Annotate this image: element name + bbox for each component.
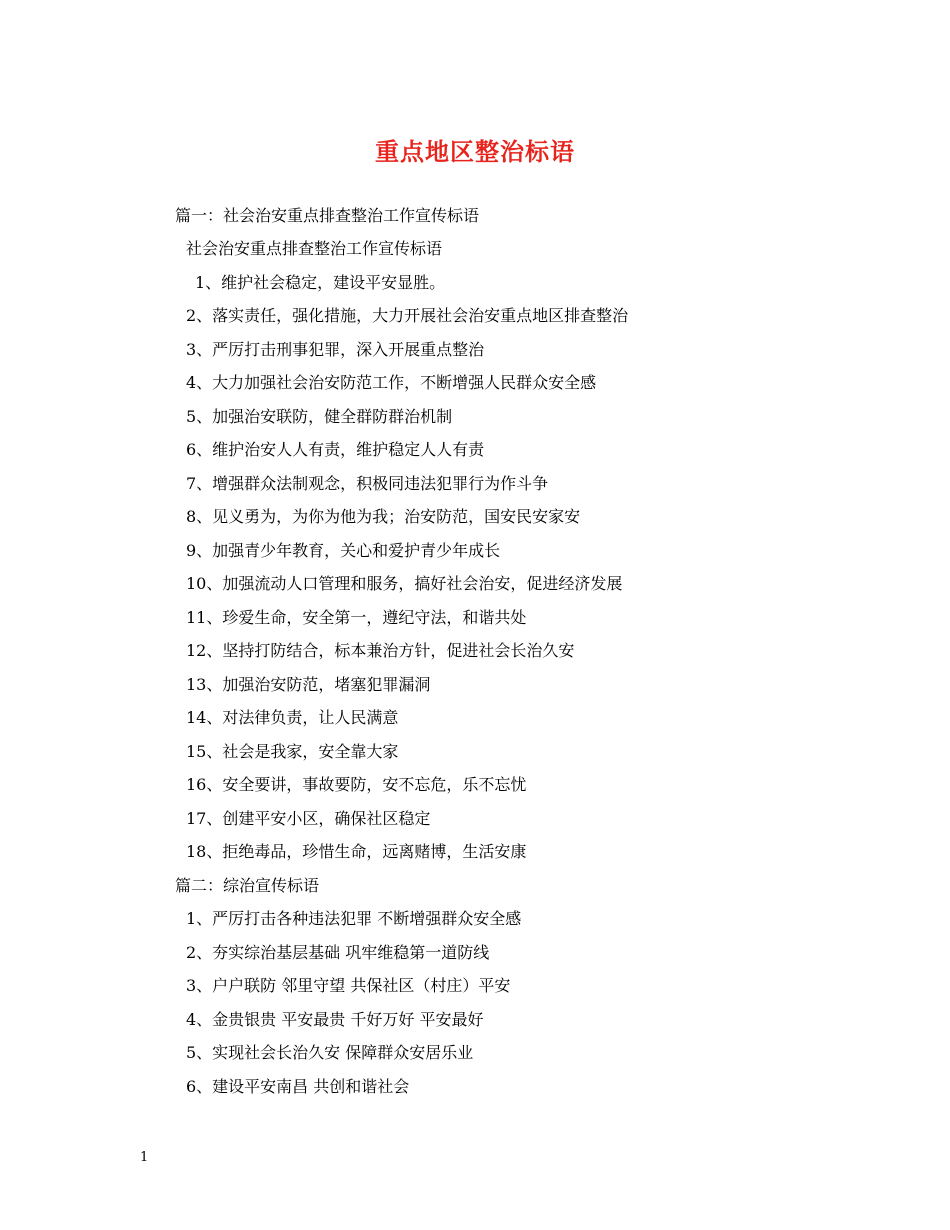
list-item: 11、珍爱生命，安全第一，遵纪守法，和谐共处 xyxy=(186,608,527,627)
list-item: 1、严厉打击各种违法犯罪 不断增强群众安全感 xyxy=(186,909,522,928)
list-item: 8、见义勇为，为你为他为我；治安防范，国安民安家安 xyxy=(186,507,581,526)
list-item: 5、加强治安联防，健全群防群治机制 xyxy=(186,407,453,426)
list-item: 5、实现社会长治久安 保障群众安居乐业 xyxy=(186,1043,474,1062)
list-item: 18、拒绝毒品，珍惜生命，远离赌博，生活安康 xyxy=(186,842,527,861)
section1-heading: 篇一：社会治安重点排查整治工作宣传标语 xyxy=(175,206,480,225)
list-item: 12、坚持打防结合，标本兼治方针，促进社会长治久安 xyxy=(186,641,575,660)
list-item: 13、加强治安防范，堵塞犯罪漏洞 xyxy=(186,675,431,694)
page-number: 1 xyxy=(140,1150,149,1165)
list-item: 3、严厉打击刑事犯罪，深入开展重点整治 xyxy=(186,340,485,359)
list-item: 4、大力加强社会治安防范工作，不断增强人民群众安全感 xyxy=(186,373,597,392)
list-item: 15、社会是我家，安全靠大家 xyxy=(186,742,399,761)
section1-subheading: 社会治安重点排查整治工作宣传标语 xyxy=(186,239,443,258)
list-item: 2、落实责任，强化措施，大力开展社会治安重点地区排查整治 xyxy=(186,306,629,325)
list-item: 17、创建平安小区，确保社区稳定 xyxy=(186,809,431,828)
list-item: 3、户户联防 邻里守望 共保社区（村庄）平安 xyxy=(186,976,511,995)
list-item: 1、维护社会稳定，建设平安显胜。 xyxy=(195,273,446,292)
section2-heading: 篇二：综治宣传标语 xyxy=(175,876,320,895)
list-item: 7、增强群众法制观念，积极同违法犯罪行为作斗争 xyxy=(186,474,549,493)
list-item: 2、夯实综治基层基础 巩牢维稳第一道防线 xyxy=(186,943,490,962)
list-item: 10、加强流动人口管理和服务，搞好社会治安，促进经济发展 xyxy=(186,574,623,593)
list-item: 6、维护治安人人有责，维护稳定人人有责 xyxy=(186,440,485,459)
document-title: 重点地区整治标语 xyxy=(375,137,575,166)
list-item: 4、金贵银贵 平安最贵 千好万好 平安最好 xyxy=(186,1010,484,1029)
list-item: 14、对法律负责，让人民满意 xyxy=(186,708,399,727)
list-item: 6、建设平安南昌 共创和谐社会 xyxy=(186,1077,410,1096)
list-item: 9、加强青少年教育，关心和爱护青少年成长 xyxy=(186,541,501,560)
list-item: 16、安全要讲，事故要防，安不忘危，乐不忘忧 xyxy=(186,775,527,794)
